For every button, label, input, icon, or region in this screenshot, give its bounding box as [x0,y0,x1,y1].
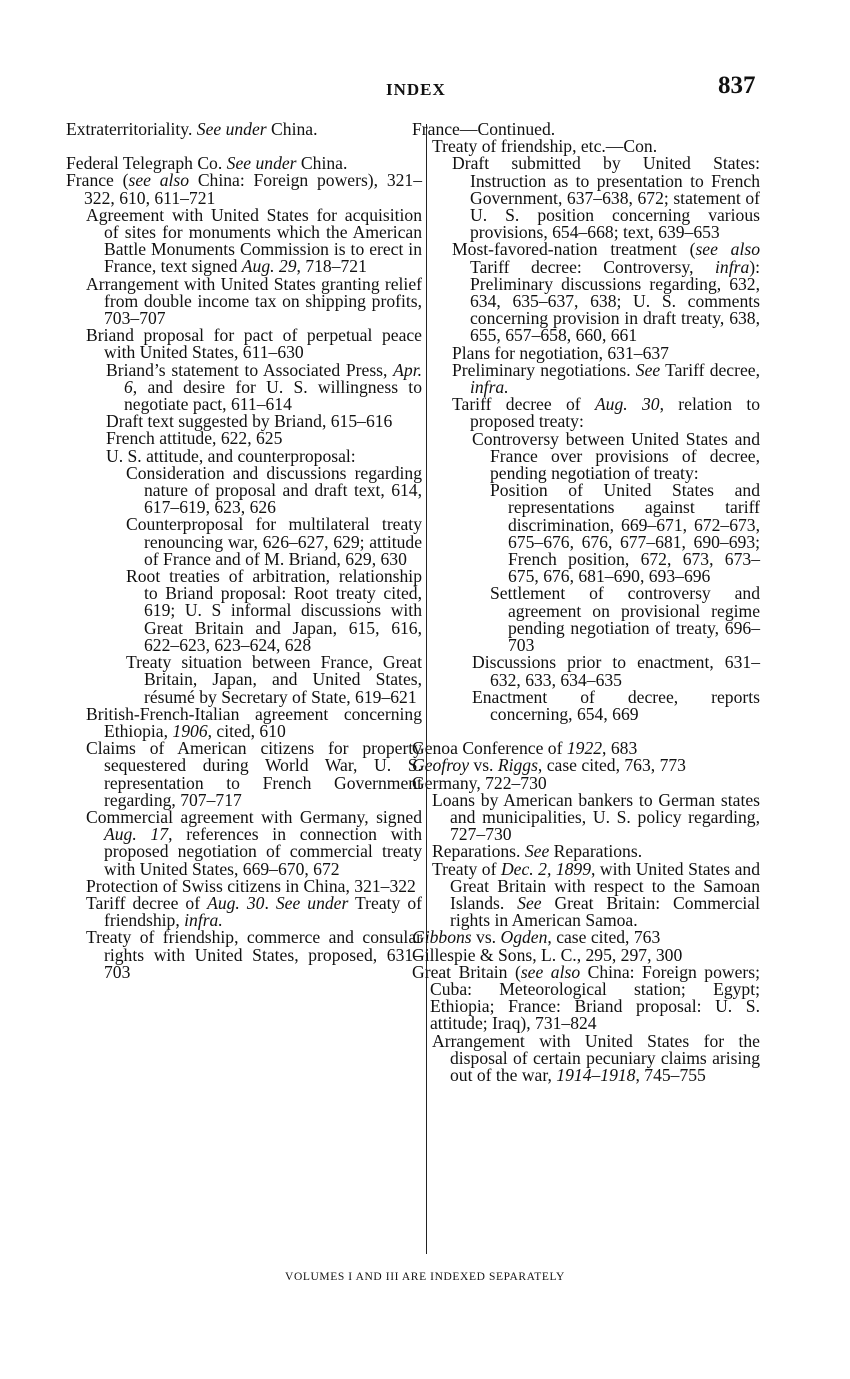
index-entry: Discussions prior to enactment, 631–632, 633, 634–635 [472,652,760,690]
index-entry: Briand’s statement to Associated Press, Apr. 6, and desire for U. S. willingness to negotiate pact, 611–614 [106,359,422,415]
index-entry: Loans by American bankers to German states and municipalities, U. S. policy regarding, 727–730 [432,789,760,845]
index-entry: Treaty of Dec. 2, 1899, with United States and Great Britain with respect to the Samoan Islands. See Great Britain: Commercial rights in American Samoa. [432,858,761,931]
index-entry: Draft text suggested by Briand, 615–616 [106,411,393,432]
left-index-column [66,119,423,982]
index-entry: Arrangement with United States granting relief from double income tax on shipping profits, 703–707 [86,273,422,329]
index-entry: Commercial agreement with Germany, signed Aug. 17, references in connection with proposed negotiation of commercial treaty with United States, 669–670, 672 [86,806,422,879]
index-entry: Tariff decree of Aug. 30, relation to proposed treaty: [452,394,761,432]
index-entry: Most-favored-nation treatment (see also Tariff decree: Controversy, infra): Preliminary discussions regarding, 632, 634, 635–637, 638; U. S. comments concerning provision in draft treaty, 638, 655, 657–658, 660, 661 [452,239,760,346]
index-entry: Claims of American citizens for property sequestered during World War, U. S. representation to French Government regarding, 707–717 [86,738,422,810]
index-entry: Controversy between United States and France over provisions of decree, pending negotiation of treaty: [472,428,760,484]
index-entry: Gibbons vs. Ogden, case cited, 763 [412,927,661,948]
index-entry: Counterproposal for multilateral treaty renouncing war, 626–627, 629; attitude of France and of M. Briand, 629, 630 [126,514,422,569]
index-entry: Treaty of friendship, etc.—Con. [432,136,658,157]
index-entry: Root treaties of arbitration, relationship to Briand proposal: Root treaty cited, 619; U. S informal discussions with Great Britain and Japan, 615, 616, 622–623, 623–624, 628 [126,566,422,655]
index-entry: Reparations. See Reparations. [432,841,643,862]
index-entry: France—Continued. [412,119,556,139]
index-entry: Enactment of decree, reports concerning, 654, 669 [472,686,760,724]
index-entry: Germany, 722–730 [412,772,547,793]
index-entry: Draft submitted by United States: Instruction as to presentation to French Government, 637–638, 672; statement of U. S. position concerning various provisions, 654–668; text, 639–653 [452,153,760,243]
index-entry: Federal Telegraph Co. See under China. [66,153,348,174]
index-entry: U. S. attitude, and counterproposal: [106,445,356,466]
index-entry: Tariff decree of Aug. 30. See under Treaty of friendship, infra. [86,892,423,931]
index-entry: Great Britain (see also China: Foreign powers; Cuba: Meteorological station; Egypt; Ethiopia; France: Briand proposal: U. S. attitude; Iraq), 731–824 [412,961,760,1034]
index-entry: Agreement with United States for acquisition of sites for monuments which the American Battle Monuments Commission is to erect in France, text signed Aug. 29, 718–721 [86,204,422,277]
index-entry: Gillespie & Sons, L. C., 295, 297, 300 [412,944,683,965]
right-index-column [412,119,761,1085]
index-entry: Briand proposal for pact of perpetual peace with United States, 611–630 [86,325,422,363]
index-entry: Arrangement with United States for the disposal of certain pecuniary claims arising out of the war, 1914–1918, 745–755 [432,1030,760,1085]
index-entry: Treaty of friendship, commerce and consular rights with United States, proposed, 631–703 [86,927,422,982]
page-header [0,72,850,108]
page-title: INDEX [386,80,446,99]
index-entry: Plans for negotiation, 631–637 [452,342,669,363]
index-entry: Extraterritoriality. See under China. [66,119,318,139]
index-entry: British-French-Italian agreement concerning Ethiopia, 1906, cited, 610 [86,703,422,741]
index-entry: Genoa Conference of 1922, 683 [412,738,638,759]
index-entry: Consideration and discussions regarding nature of proposal and draft text, 614, 617–619, 623, 626 [126,462,422,518]
index-entry: French attitude, 622, 625 [106,428,283,449]
index-entry: Treaty situation between France, Great Britain, Japan, and United States, résumé by Secretary of State, 619–621 [126,652,422,707]
index-entry: France (see also China: Foreign powers), 321–322, 610, 611–721 [66,170,423,208]
index-entry: Settlement of controversy and agreement on provisional regime pending negotiation of treaty, 696–703 [490,583,760,656]
column-divider [426,124,427,1254]
index-entry: Protection of Swiss citizens in China, 321–322 [86,875,416,896]
page-number: 837 [718,72,756,99]
index-entry: Preliminary negotiations. See Tariff decree, infra. [452,359,760,398]
index-entry: Geofroy vs. Riggs, case cited, 763, 773 [412,755,686,776]
page-footer: VOLUMES I AND III ARE INDEXED SEPARATELY [285,1271,565,1283]
index-entry: Position of United States and representations against tariff discrimination, 669–671, 672–673, 675–676, 676, 677–681, 690–693; French position, 672, 673, 673–675, 676, 681–690, 693–696 [490,480,760,587]
